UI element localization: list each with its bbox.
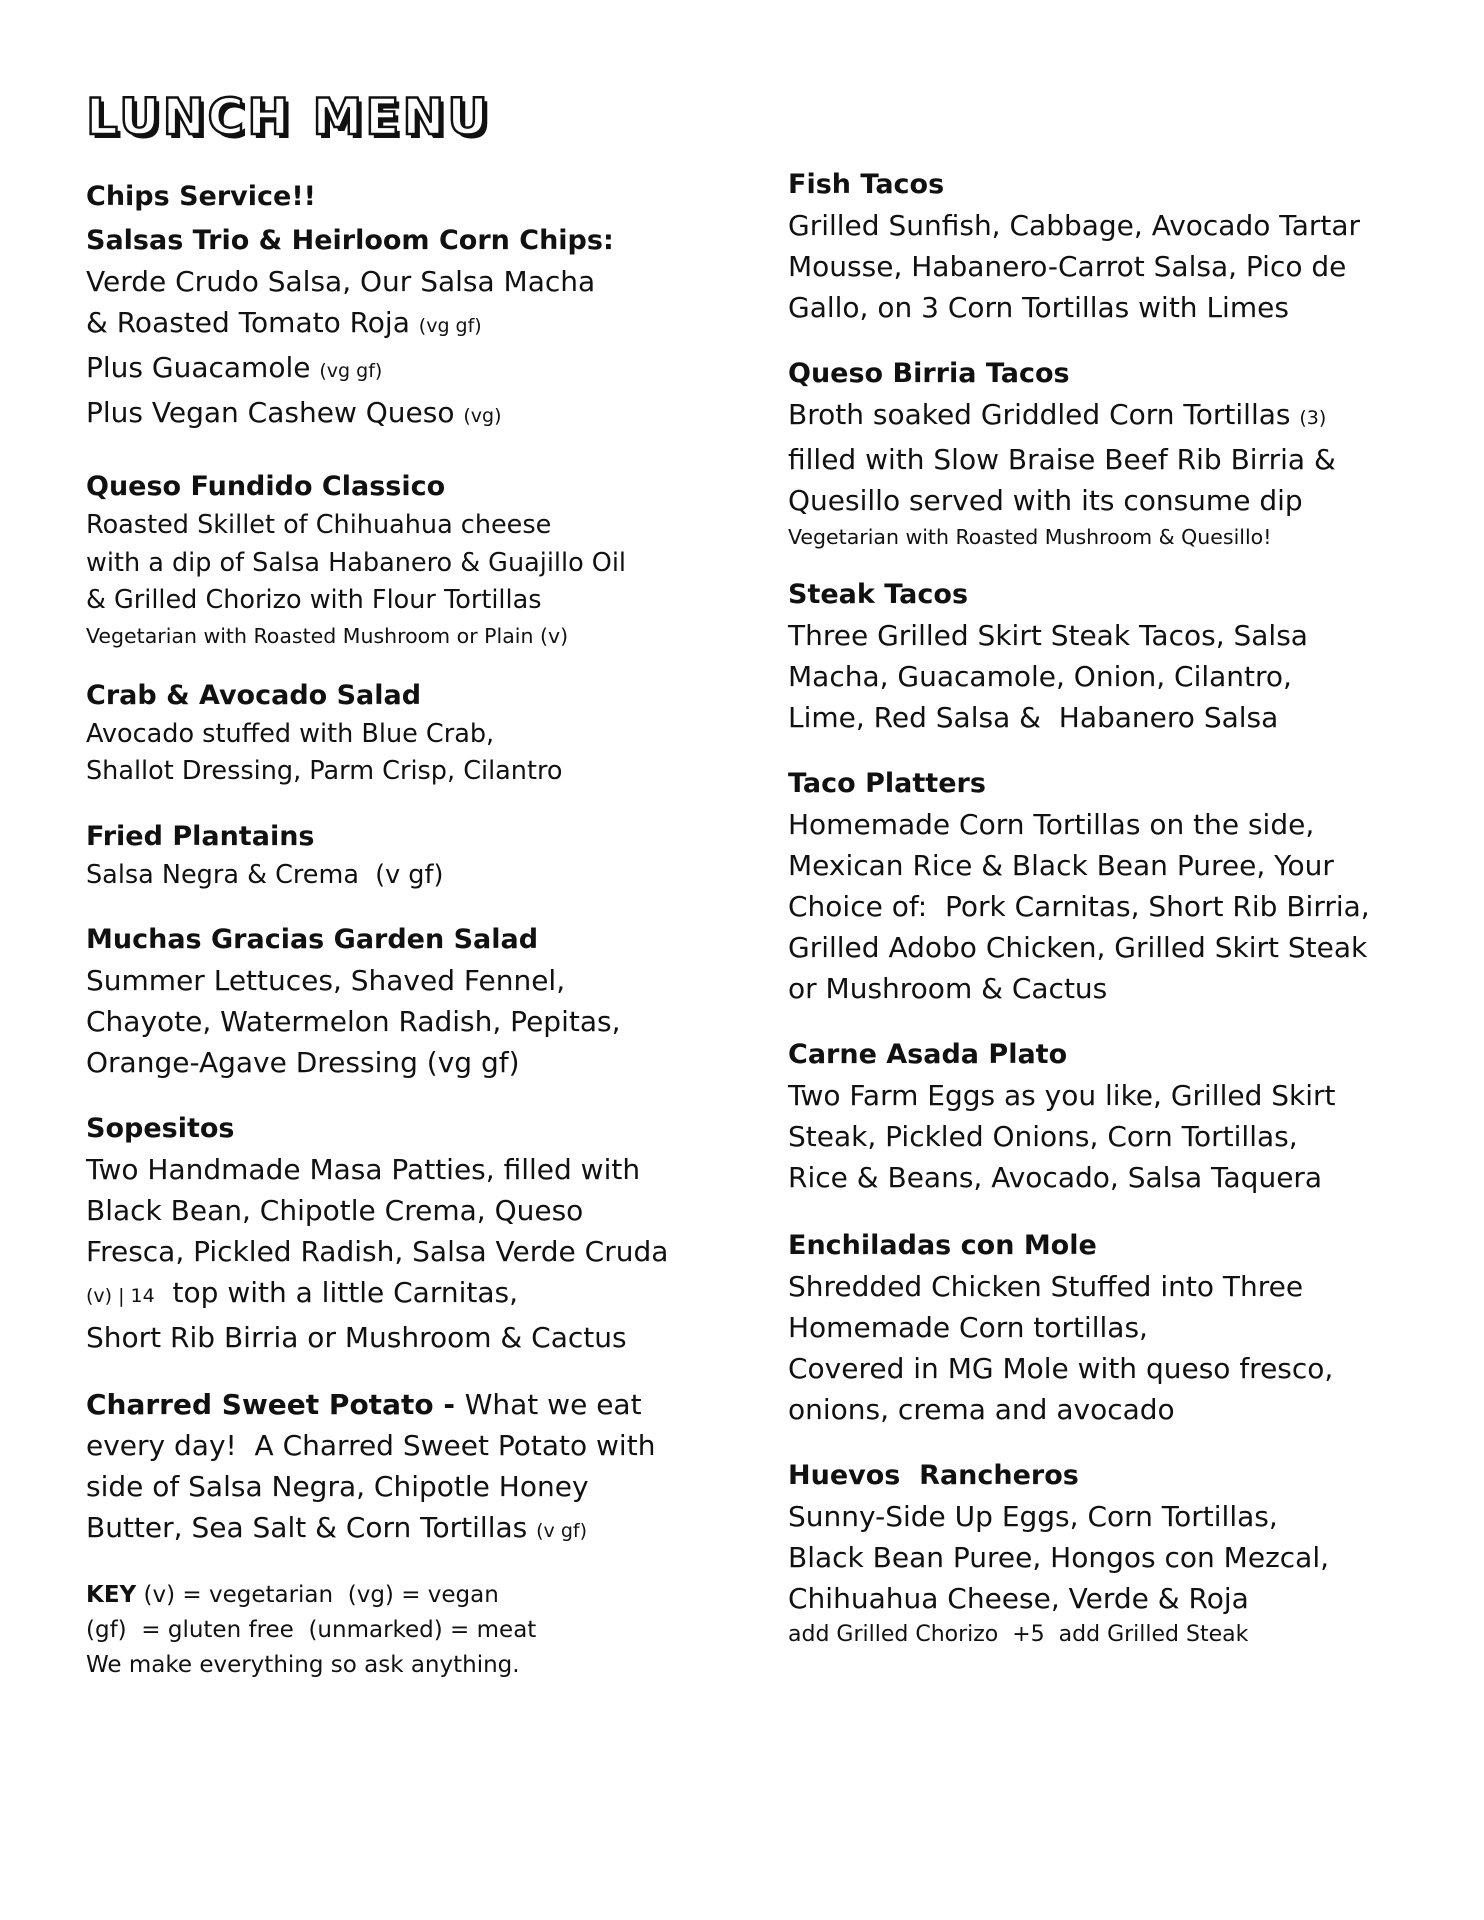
item-line: Covered in MG Mole with queso fresco,: [788, 1352, 1334, 1385]
item-line: Macha, Guacamole, Onion, Cilantro,: [788, 660, 1292, 693]
item-line: Black Bean, Chipotle Crema, Queso: [86, 1194, 584, 1227]
item-name: Chips Service!!: [86, 181, 316, 212]
item-name: Enchiladas con Mole: [788, 1230, 1097, 1261]
item-note: Vegetarian with Roasted Mushroom or Plain (v): [86, 623, 569, 648]
right-column: [788, 165, 1428, 1651]
item-text: Broth soaked Griddled Corn Tortillas: [788, 398, 1291, 431]
item-line: Two Farm Eggs as you like, Grilled Skirt: [788, 1079, 1336, 1112]
item-line: Choice of: Pork Carnitas, Short Rib Birria,: [788, 890, 1370, 923]
menu-item-sopesitos: [86, 1109, 746, 1358]
item-name: Taco Platters: [788, 768, 986, 799]
item-name: Charred Sweet Potato -: [86, 1388, 465, 1421]
item-line: Two Handmade Masa Patties, filled with: [86, 1153, 641, 1186]
item-subtitle: Salsas Trio & Heirloom Corn Chips:: [86, 225, 614, 256]
item-line: Grilled Adobo Chicken, Grilled Skirt Steak: [788, 931, 1368, 964]
item-line: Homemade Corn tortillas,: [788, 1311, 1148, 1344]
item-line: Quesillo served with its consume dip: [788, 484, 1303, 517]
item-name: Huevos Rancheros: [788, 1460, 1079, 1491]
item-line: Chayote, Watermelon Radish, Pepitas,: [86, 1005, 621, 1038]
menu-item-sweet-potato: [86, 1384, 746, 1552]
left-column: [86, 177, 746, 1683]
item-line: filled with Slow Braise Beef Rib Birria &: [788, 443, 1336, 476]
item-line: [86, 302, 746, 347]
diet-tag: (vg gf): [418, 315, 482, 337]
item-line: & Grilled Chorizo with Flour Tortillas: [86, 585, 542, 615]
item-name: Fish Tacos: [788, 169, 945, 200]
item-line: Orange-Agave Dressing (vg gf): [86, 1046, 520, 1079]
item-line: [788, 394, 1428, 439]
key-label: KEY: [86, 1582, 137, 1608]
diet-tag: (vg): [463, 405, 502, 427]
menu-item-garden-salad: [86, 920, 746, 1083]
menu-key: [86, 1578, 746, 1683]
item-note: add Grilled Chorizo +5 add Grilled Steak: [788, 1622, 1249, 1647]
item-line: Salsa Negra & Crema (v gf): [86, 859, 444, 890]
item-name: Queso Fundido Classico: [86, 471, 446, 502]
item-line: Sunny-Side Up Eggs, Corn Tortillas,: [788, 1500, 1278, 1533]
item-line: Three Grilled Skirt Steak Tacos, Salsa: [788, 619, 1308, 652]
item-text: Butter, Sea Salt & Corn Tortillas: [86, 1511, 528, 1544]
item-line: or Mushroom & Cactus: [788, 972, 1108, 1005]
item-line: onions, crema and avocado: [788, 1393, 1175, 1426]
menu-item-chips: [86, 177, 746, 437]
menu-item-huevos-rancheros: [788, 1456, 1428, 1651]
item-text: Plus Guacamole: [86, 351, 311, 384]
item-line: Chihuahua Cheese, Verde & Roja: [788, 1582, 1249, 1615]
item-line: Lime, Red Salsa & Habanero Salsa: [788, 701, 1279, 734]
item-line: Mexican Rice & Black Bean Puree, Your: [788, 849, 1334, 882]
item-name: Carne Asada Plato: [788, 1039, 1068, 1070]
item-note: Vegetarian with Roasted Mushroom & Quesillo!: [788, 525, 1272, 549]
item-line: Homemade Corn Tortillas on the side,: [788, 808, 1315, 841]
item-line: Short Rib Birria or Mushroom & Cactus: [86, 1321, 627, 1354]
item-line: side of Salsa Negra, Chipotle Honey: [86, 1470, 589, 1503]
item-line: Fresca, Pickled Radish, Salsa Verde Cruda: [86, 1235, 669, 1268]
item-line: [86, 1384, 746, 1425]
item-line: Summer Lettuces, Shaved Fennel,: [86, 964, 566, 997]
item-line: Avocado stuffed with Blue Crab,: [86, 718, 495, 749]
item-line: [86, 1507, 746, 1552]
key-line: (gf) = gluten free (unmarked) = meat: [86, 1617, 537, 1643]
item-line: [86, 1272, 746, 1317]
item-line: Roasted Skillet of Chihuahua cheese: [86, 510, 552, 540]
item-line: Steak, Pickled Onions, Corn Tortillas,: [788, 1120, 1298, 1153]
diet-tag: (vg gf): [319, 360, 383, 382]
menu-item-steak-tacos: [788, 575, 1428, 738]
menu-item-taco-platters: [788, 764, 1428, 1009]
item-name: Fried Plantains: [86, 820, 315, 852]
menu-item-fish-tacos: [788, 165, 1428, 328]
item-text: & Roasted Tomato Roja: [86, 306, 410, 339]
item-text: top with a little Carnitas,: [154, 1276, 518, 1309]
key-line: [86, 1578, 746, 1613]
key-text: (v) = vegetarian (vg) = vegan: [136, 1582, 499, 1608]
item-line: Shallot Dressing, Parm Crisp, Cilantro: [86, 756, 563, 786]
menu-item-crab-salad: [86, 676, 746, 791]
menu-item-enchiladas: [788, 1226, 1428, 1430]
item-line: [86, 347, 746, 392]
item-line: Mousse, Habanero-Carrot Salsa, Pico de: [788, 250, 1347, 283]
item-line: with a dip of Salsa Habanero & Guajillo Oil: [86, 547, 627, 578]
diet-tag: (v) | 14: [86, 1285, 155, 1307]
item-line: Gallo, on 3 Corn Tortillas with Limes: [788, 291, 1289, 324]
menu-item-carne-asada: [788, 1035, 1428, 1198]
item-line: Grilled Sunfish, Cabbage, Avocado Tartar: [788, 209, 1361, 242]
menu-item-queso-fundido: [86, 467, 746, 652]
item-line: Shredded Chicken Stuffed into Three: [788, 1270, 1304, 1303]
item-line: [86, 392, 746, 437]
item-text: What we eat: [464, 1388, 642, 1421]
item-line: Rice & Beans, Avocado, Salsa Taquera: [788, 1161, 1323, 1194]
count-tag: (3): [1299, 407, 1327, 429]
item-line: every day! A Charred Sweet Potato with: [86, 1429, 656, 1462]
menu-item-birria-tacos: [788, 354, 1428, 553]
menu-item-plantains: [86, 817, 746, 895]
diet-tag: (v gf): [536, 1520, 587, 1542]
item-line: Black Bean Puree, Hongos con Mezcal,: [788, 1541, 1329, 1574]
item-name: Crab & Avocado Salad: [86, 679, 422, 711]
item-line: Verde Crudo Salsa, Our Salsa Macha: [86, 265, 596, 298]
item-name: Queso Birria Tacos: [788, 358, 1070, 389]
menu-title: LUNCH MENU: [86, 88, 491, 146]
item-name: Muchas Gracias Garden Salad: [86, 924, 539, 955]
key-line: We make everything so ask anything.: [86, 1652, 520, 1678]
item-name: Sopesitos: [86, 1113, 235, 1144]
item-text: Plus Vegan Cashew Queso: [86, 396, 455, 429]
item-name: Steak Tacos: [788, 579, 969, 610]
